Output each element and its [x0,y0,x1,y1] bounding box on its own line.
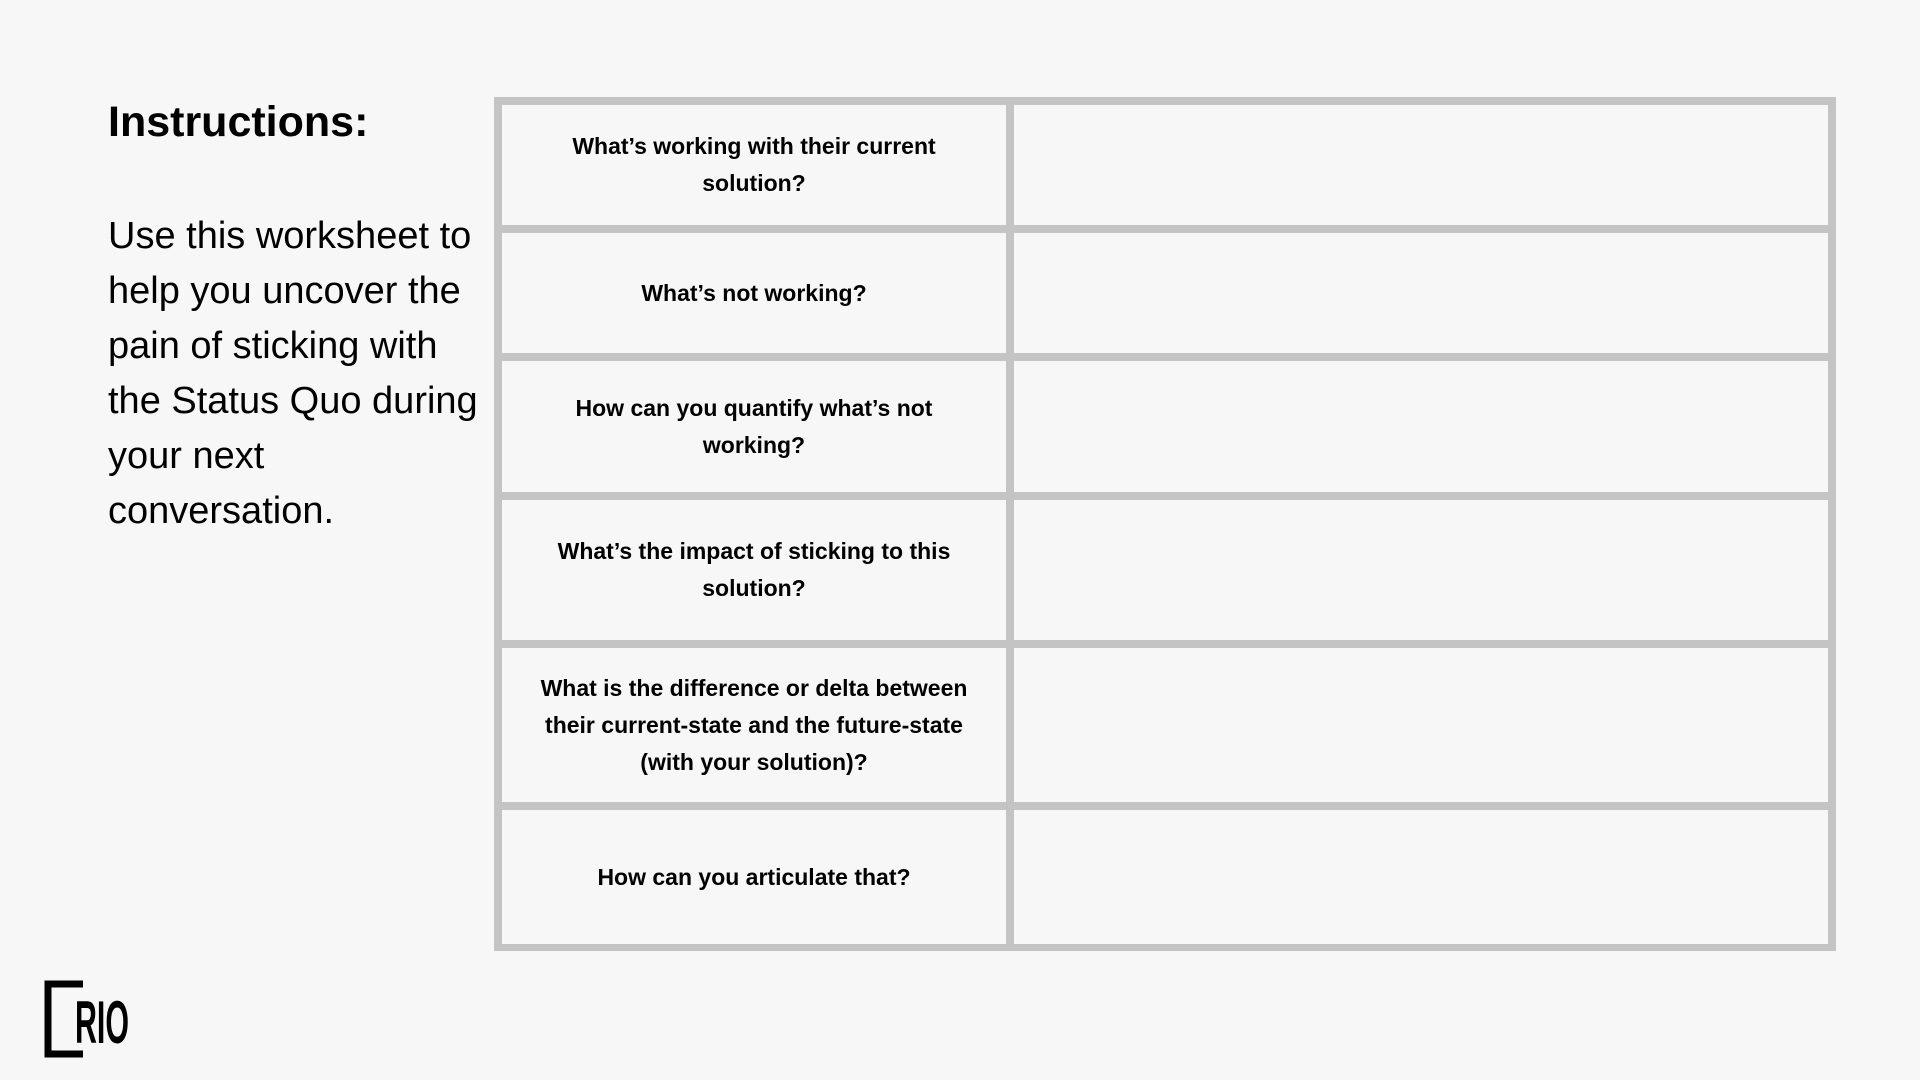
instructions-title: Instructions: [108,98,369,146]
question-text: What is the difference or delta between their current-state and the future-state (with your solution)? [540,674,968,775]
rio-logo-icon [44,981,132,1057]
instructions-body: Use this worksheet to help you uncover the pain of sticking with the Status Quo during your next conversation. [108,215,478,532]
question-cell-5 [502,648,1006,802]
question-text: How can you articulate that? [597,863,911,890]
answer-cell-1[interactable] [1014,105,1828,225]
answer-cell-3[interactable] [1014,361,1828,492]
answer-cell-6[interactable] [1014,810,1828,944]
question-cell-3 [502,361,1006,492]
question-text: What’s not working? [641,279,867,306]
logo-text: RIO [75,989,129,1056]
answer-cell-2[interactable] [1014,233,1828,353]
worksheet-table [494,97,1836,951]
question-text: What’s the impact of sticking to this solution? [557,538,951,601]
answer-cell-5[interactable] [1014,648,1828,802]
question-cell-2 [502,233,1006,353]
question-cell-1 [502,105,1006,225]
answer-cell-4[interactable] [1014,500,1828,640]
question-text: How can you quantify what’s not working? [575,394,933,458]
question-cell-4 [502,500,1006,640]
question-text: What’s working with their current solution? [572,133,936,196]
question-cell-6 [502,810,1006,944]
